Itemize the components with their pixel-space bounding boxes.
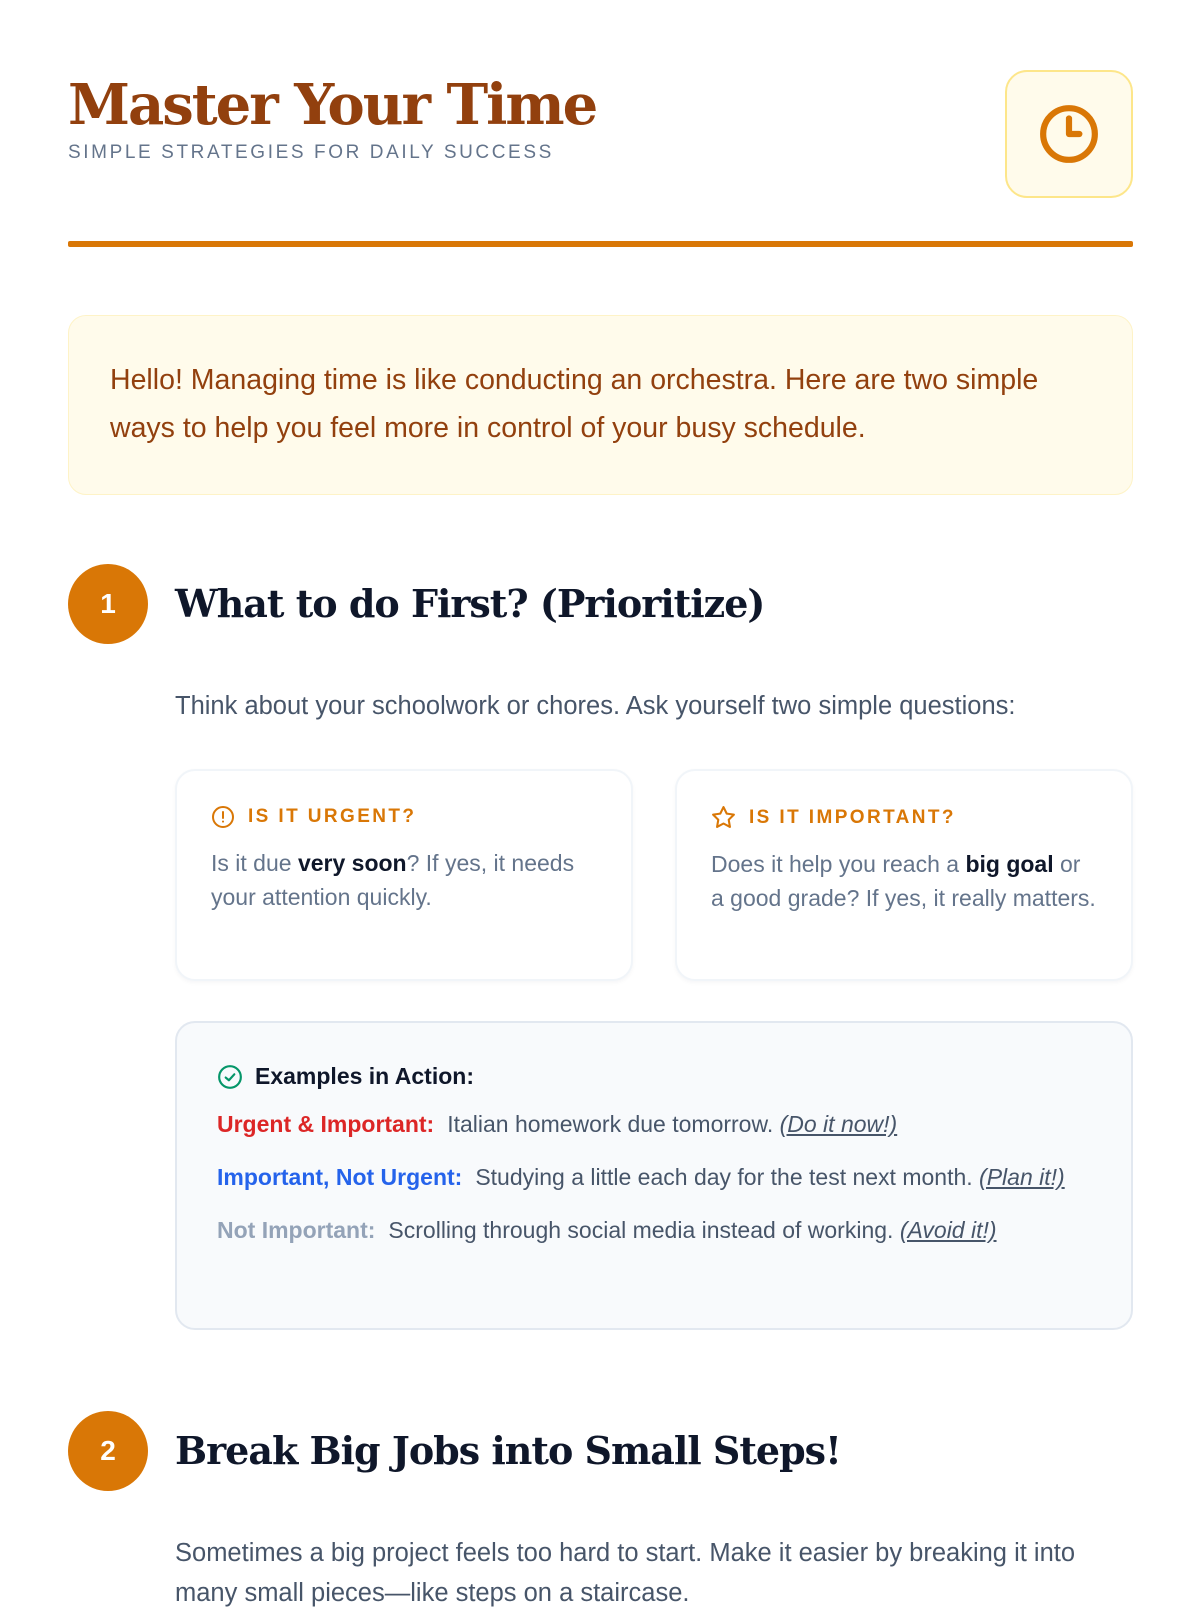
examples-title: Examples in Action: <box>255 1063 474 1089</box>
example-label-not-important: Not Important: <box>217 1217 376 1243</box>
example-text: Studying a little each day for the test next month. (Plan it!) <box>475 1164 1065 1190</box>
section-1-text: Think about your schoolwork or chores. Ask yourself two simple questions: <box>175 692 1016 720</box>
check-circle-icon <box>217 1064 243 1090</box>
example-note: (Avoid it!) <box>899 1217 997 1243</box>
example-row <box>217 1214 1091 1247</box>
example-row <box>217 1161 1091 1194</box>
important-card-heading <box>711 805 1097 830</box>
example-text: Scrolling through social media instead of working. (Avoid it!) <box>388 1217 997 1243</box>
urgent-card-text: Is it due very soon? If yes, it needs your attention quickly. <box>211 850 575 910</box>
examples-box <box>175 1021 1133 1330</box>
star-icon <box>711 805 736 830</box>
clock-icon <box>1038 103 1100 165</box>
example-row <box>217 1108 1091 1141</box>
step-2-badge: 2 <box>68 1411 148 1491</box>
page-subtitle: SIMPLE STRATEGIES FOR DAILY SUCCESS <box>68 142 554 163</box>
urgent-card-title: IS IT URGENT? <box>248 806 417 827</box>
clock-badge <box>1005 70 1133 198</box>
important-card-text: Does it help you reach a big goal or a good grade? If yes, it really matters. <box>711 851 1096 911</box>
alert-circle-icon <box>211 805 235 829</box>
page-header <box>68 70 1133 200</box>
important-card-title: IS IT IMPORTANT? <box>749 806 956 828</box>
example-label-important-not-urgent: Important, Not Urgent: <box>217 1164 463 1190</box>
urgent-card-heading <box>211 805 597 829</box>
example-note: (Plan it!) <box>979 1164 1065 1190</box>
example-note: (Do it now!) <box>779 1111 898 1137</box>
page-title: Master Your Time <box>68 72 597 138</box>
example-text: Italian homework due tomorrow. (Do it now!) <box>447 1111 898 1137</box>
step-1-badge: 1 <box>68 564 148 644</box>
examples-heading <box>217 1063 1091 1090</box>
section-2-title: Break Big Jobs into Small Steps! <box>175 1428 841 1473</box>
intro-callout <box>68 315 1133 495</box>
important-card <box>675 769 1133 981</box>
section-2-text: Sometimes a big project feels too hard to start. Make it easier by breaking it into many small pieces—like steps on a staircase. <box>175 1539 1076 1607</box>
section-1-title: What to do First? (Prioritize) <box>175 581 765 626</box>
header-divider <box>68 241 1133 247</box>
intro-text: Hello! Managing time is like conducting an orchestra. Here are two simple ways to help you feel more in control of your busy schedule. <box>110 364 1039 444</box>
urgent-card <box>175 769 633 981</box>
example-label-urgent-important: Urgent & Important: <box>217 1111 435 1137</box>
